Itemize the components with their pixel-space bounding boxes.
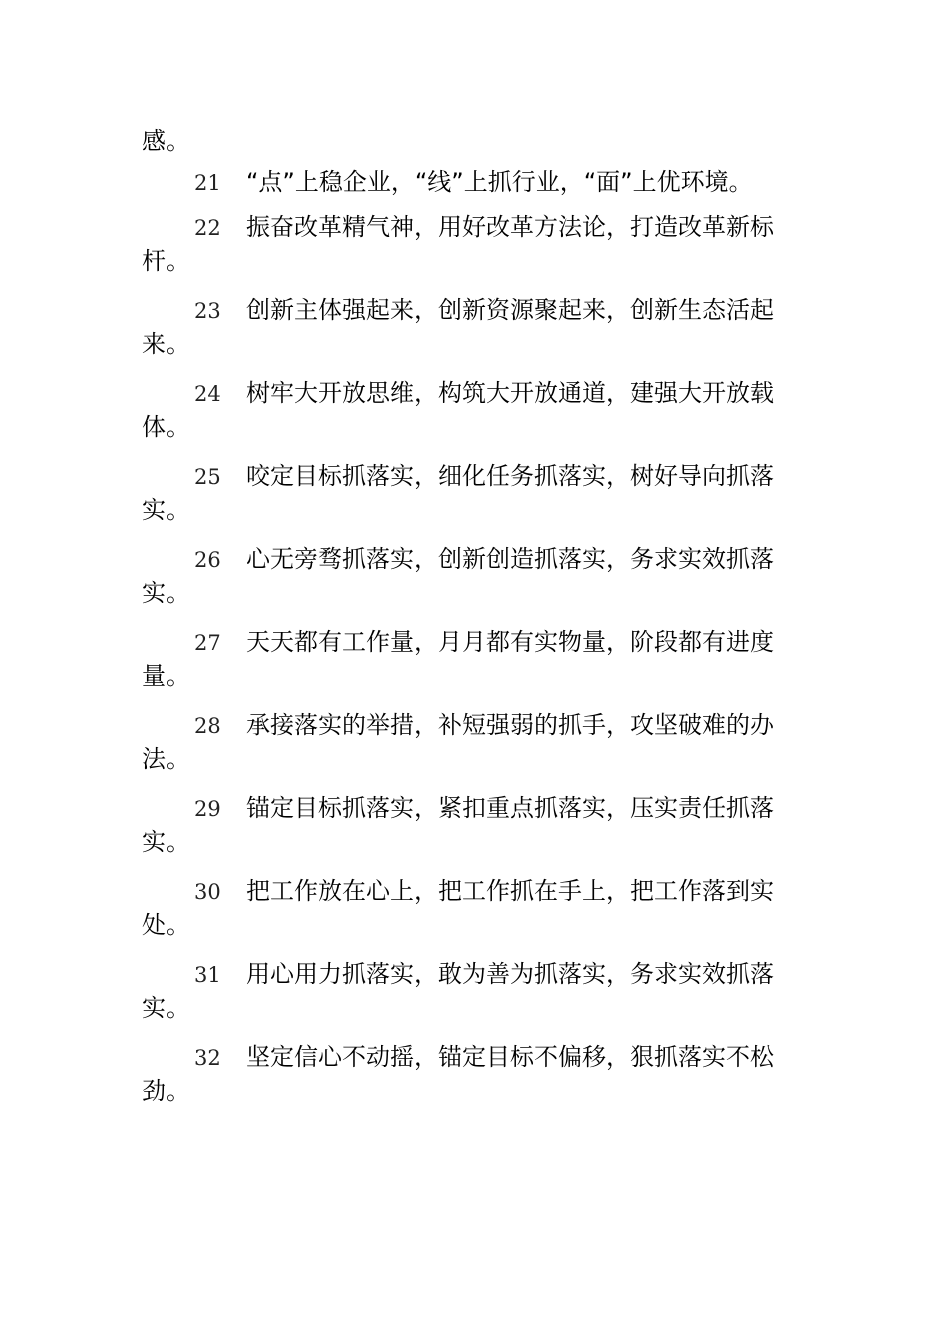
item-text: 承接落实的举措，补短强弱的抓手，攻坚破难的办 <box>246 711 774 739</box>
list-item-25 <box>142 459 808 527</box>
item-number: 21 <box>194 171 221 195</box>
list-item-31 <box>142 957 808 1025</box>
list-item-24 <box>142 376 808 444</box>
item-number: 32 <box>194 1046 221 1070</box>
list-item-28 <box>142 708 808 776</box>
list-item-23 <box>142 293 808 361</box>
item-text: 咬定目标抓落实，细化任务抓落实，树好导向抓落 <box>246 462 774 490</box>
item-number: 28 <box>194 714 221 738</box>
item-continuation: 处。 <box>142 911 190 939</box>
list-item-22 <box>142 210 808 278</box>
item-number: 26 <box>194 548 221 572</box>
list-item-27 <box>142 625 808 693</box>
item-continuation: 劲。 <box>142 1077 190 1105</box>
item-number: 31 <box>194 963 221 987</box>
item-number: 24 <box>194 382 221 406</box>
item-continuation: 杆。 <box>142 247 190 275</box>
item-number: 25 <box>194 465 221 489</box>
item-number: 29 <box>194 797 221 821</box>
item-continuation: 来。 <box>142 330 190 358</box>
item-text: 把工作放在心上，把工作抓在手上，把工作落到实 <box>246 877 774 905</box>
item-text: 用心用力抓落实，敢为善为抓落实，务求实效抓落 <box>246 960 774 988</box>
item-text: 锚定目标抓落实，紧扣重点抓落实，压实责任抓落 <box>246 794 774 822</box>
item-continuation: 实。 <box>142 496 190 524</box>
item-number: 30 <box>194 880 221 904</box>
item-text: 坚定信心不动摇，锚定目标不偏移，狠抓落实不松 <box>246 1043 774 1071</box>
list-item-26 <box>142 542 808 610</box>
item-text: 树牢大开放思维，构筑大开放通道，建强大开放载 <box>246 379 774 407</box>
list-item-21 <box>142 165 808 199</box>
list-item-32 <box>142 1040 808 1108</box>
item-text: “点”上稳企业，“线”上抓行业，“面”上优环境。 <box>246 168 753 196</box>
item-text: 振奋改革精气神，用好改革方法论，打造改革新标 <box>246 213 774 241</box>
lead-continuation-text: 感。 <box>142 127 190 155</box>
item-continuation: 体。 <box>142 413 190 441</box>
item-text: 心无旁骛抓落实，创新创造抓落实，务求实效抓落 <box>246 545 774 573</box>
item-continuation: 量。 <box>142 662 190 690</box>
item-continuation: 实。 <box>142 579 190 607</box>
item-continuation: 法。 <box>142 745 190 773</box>
list-item-30 <box>142 874 808 942</box>
item-continuation: 实。 <box>142 828 190 856</box>
item-text: 创新主体强起来，创新资源聚起来，创新生态活起 <box>246 296 774 324</box>
list-item-29 <box>142 791 808 859</box>
item-continuation: 实。 <box>142 994 190 1022</box>
item-number: 22 <box>194 216 221 240</box>
lead-continuation <box>142 124 808 158</box>
item-text: 天天都有工作量，月月都有实物量，阶段都有进度 <box>246 628 774 656</box>
item-number: 27 <box>194 631 221 655</box>
item-number: 23 <box>194 299 221 323</box>
